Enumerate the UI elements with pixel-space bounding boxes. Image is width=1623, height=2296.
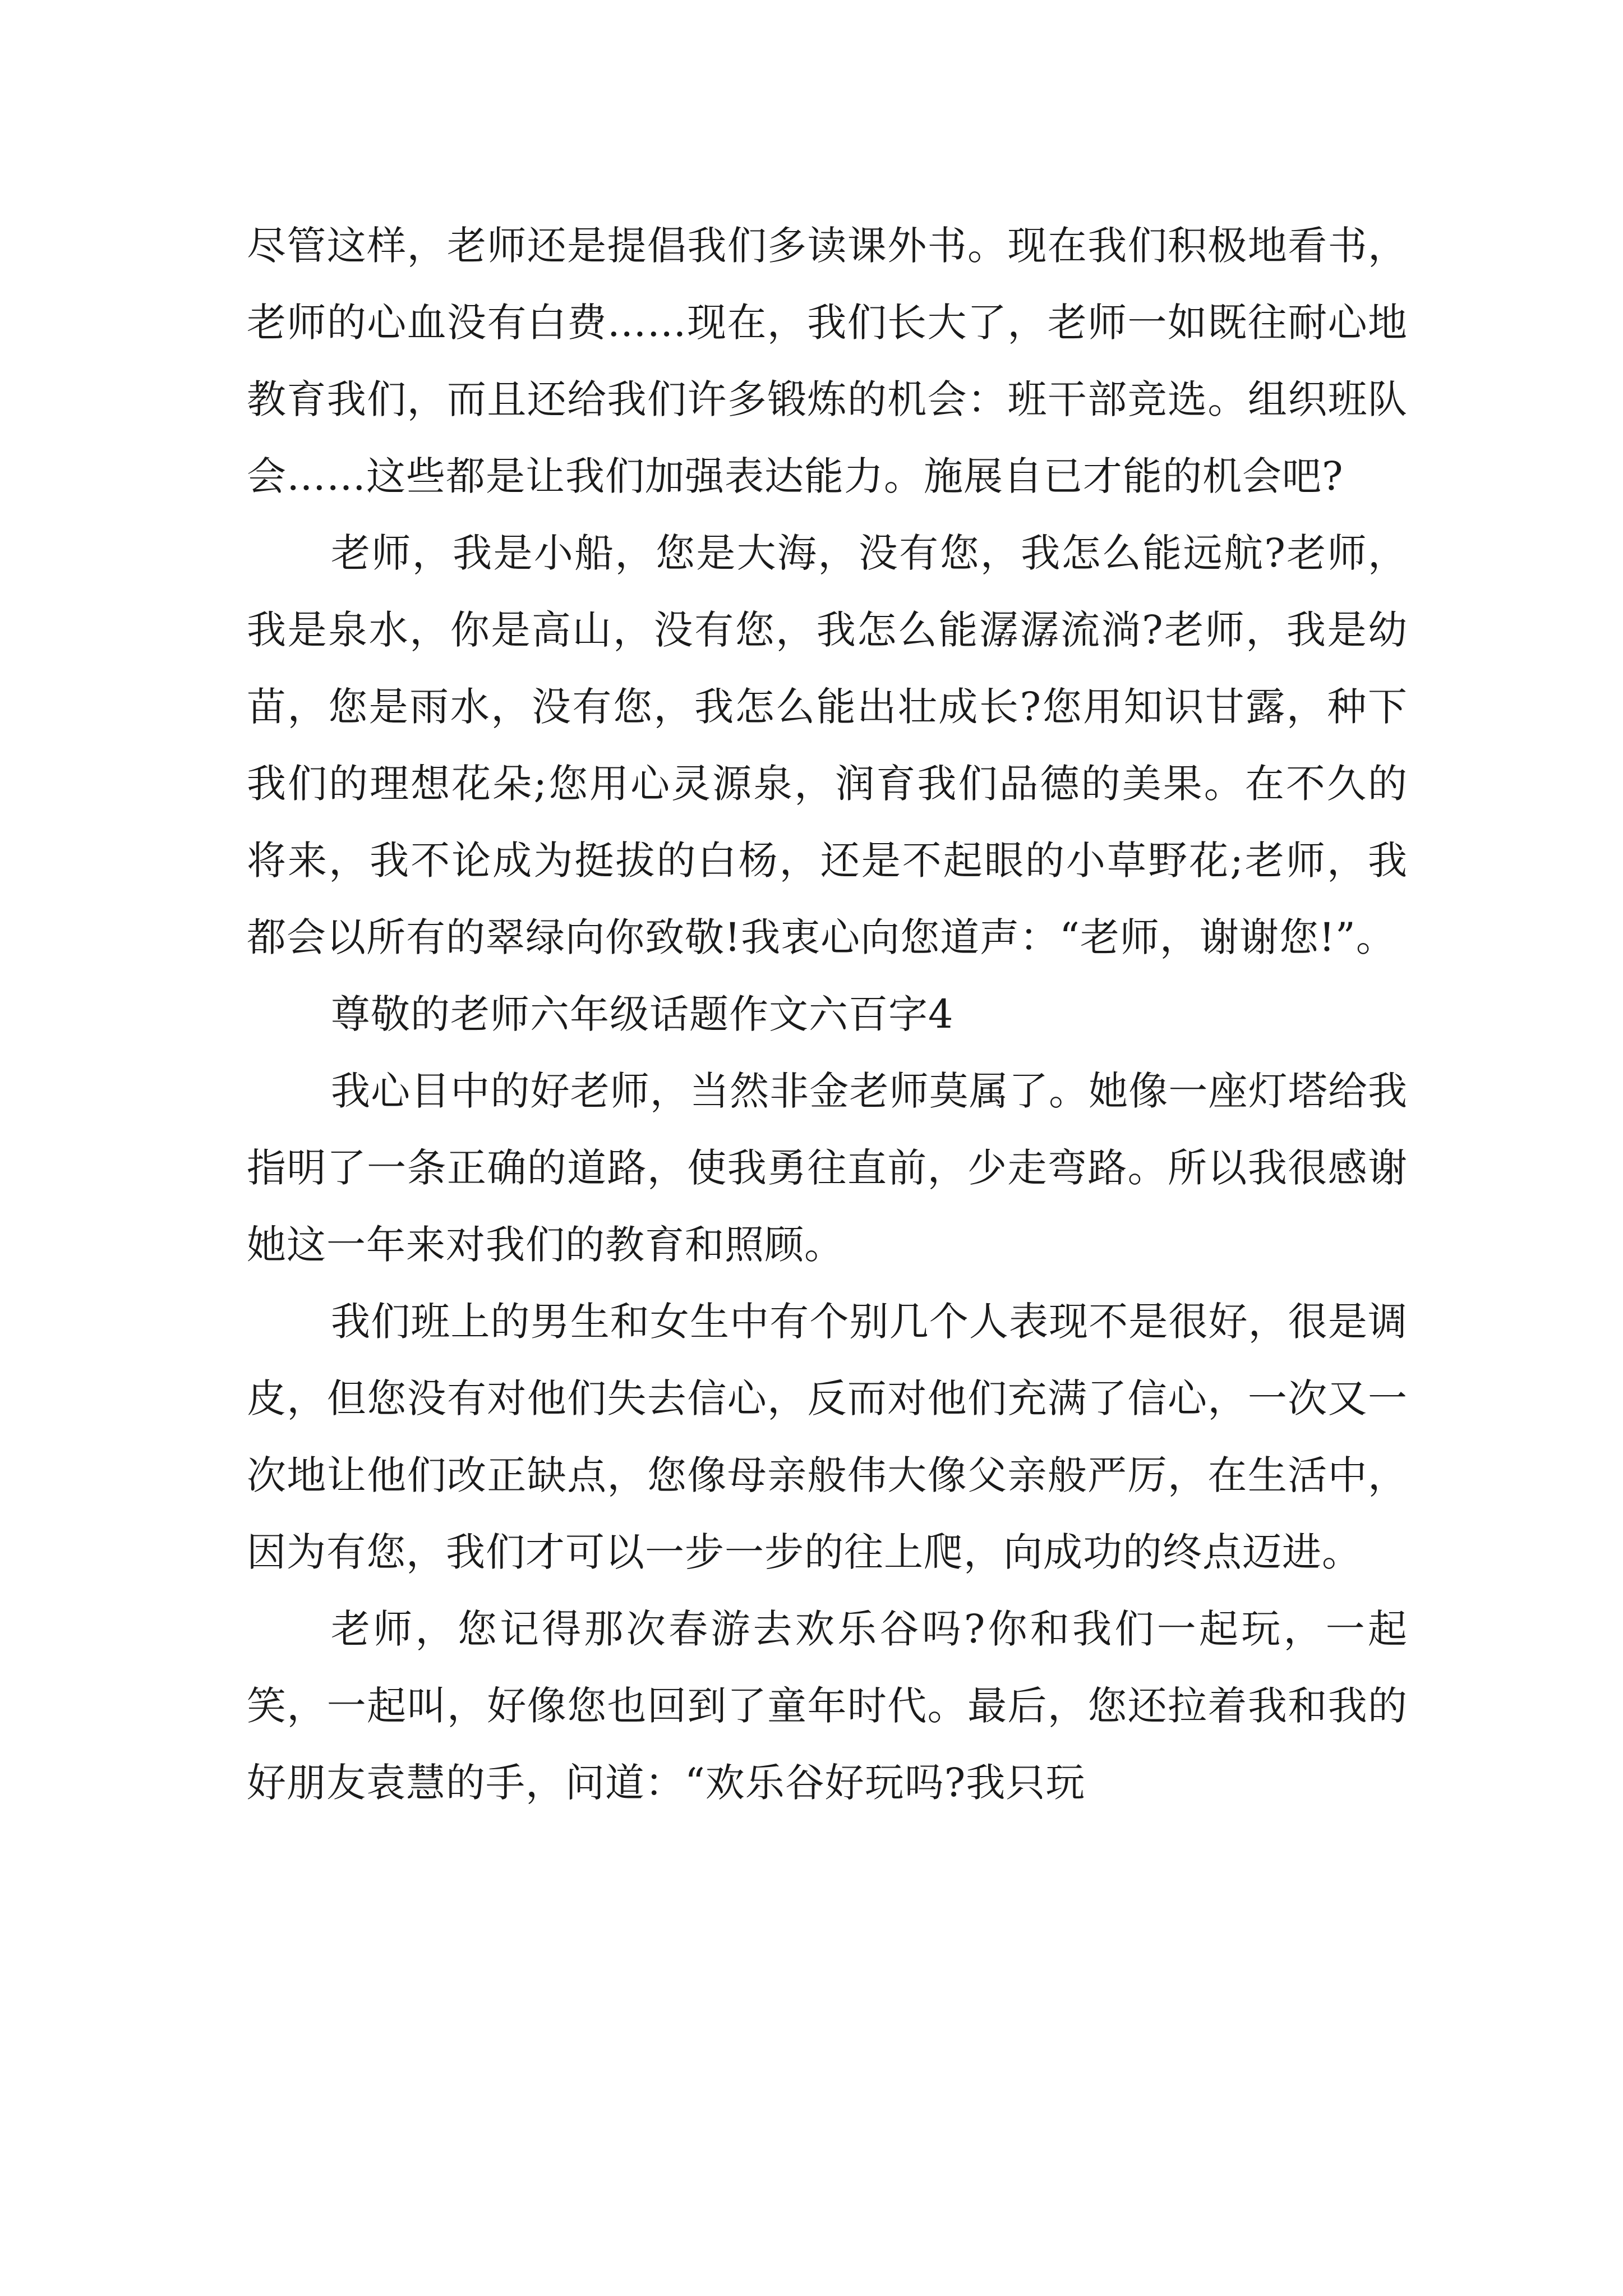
paragraph-3: 我心目中的好老师，当然非金老师莫属了。她像一座灯塔给我指明了一条正确的道路，使我勇往直前，少走弯路。所以我很感谢她这一年来对我们的教育和照顾。: [247, 1068, 1408, 1268]
paragraph-5: 老师，您记得那次春游去欢乐谷吗?你和我们一起玩，一起笑，一起叫，好像您也回到了童年时代。最后，您还拉着我和我的好朋友袁慧的手，问道：“欢乐谷好玩吗?我只玩: [247, 1606, 1408, 1806]
paragraph-2: 老师，我是小船，您是大海，没有您，我怎么能远航?老师，我是泉水，你是高山，没有您，我怎么能潺潺流淌?老师，我是幼苗，您是雨水，没有您，我怎么能出壮成长?您用知识甘露，种下我们的理想花朵;您用心灵源泉，润育我们品德的美果。在不久的将来，我不论成为挺拔的白杨，还是不起眼的小草野花;老师，我都会以所有的翠绿向你致敬!我衷心向您道声：“老师，谢谢您!”。: [247, 530, 1408, 960]
paragraph-1: 尽管这样，老师还是提倡我们多读课外书。现在我们积极地看书，老师的心血没有白费……现在，我们长大了，老师一如既往耐心地教育我们，而且还给我们许多锻炼的机会：班干部竞选。组织班队会……这些都是让我们加强表达能力。施展自已才能的机会吧?: [247, 223, 1408, 499]
document-body: [247, 208, 1408, 1821]
paragraph-4: 我们班上的男生和女生中有个别几个人表现不是很好，很是调皮，但您没有对他们失去信心，反而对他们充满了信心，一次又一次地让他们改正缺点，您像母亲般伟大像父亲般严厉，在生活中，因为有您，我们才可以一步一步的往上爬，向成功的终点迈进。: [247, 1299, 1408, 1575]
section-heading: 尊敬的老师六年级话题作文六百字4: [331, 991, 954, 1037]
